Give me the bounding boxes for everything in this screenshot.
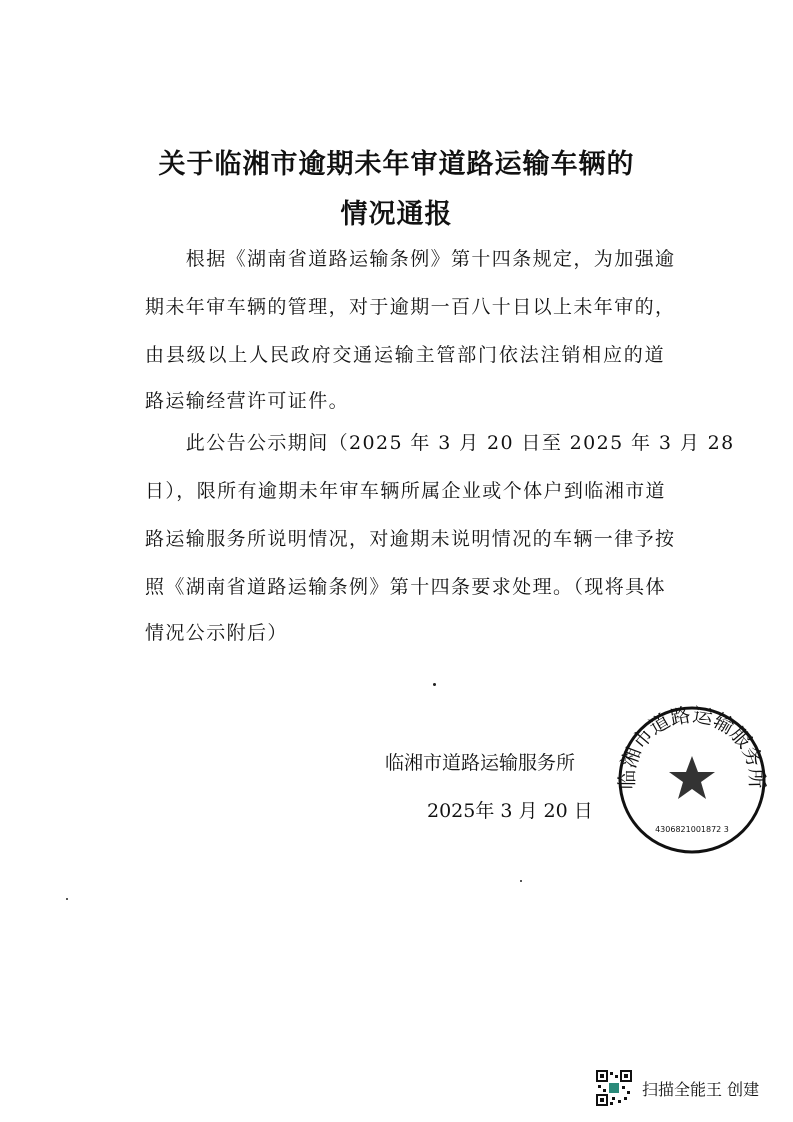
paragraph-line: 日），限所有逾期未年审车辆所属企业或个体户到临湘市道 xyxy=(145,480,666,502)
scan-speck xyxy=(433,683,436,686)
seal-code: 4306821001872 3 xyxy=(655,825,729,834)
scanner-watermark xyxy=(596,1070,759,1106)
paragraph-line: 情况公示附后） xyxy=(145,622,288,644)
paragraph-line: 根据《湖南省道路运输条例》第十四条规定，为加强逾 xyxy=(145,248,676,270)
document-title-line-1: 关于临湘市逾期未年审道路运输车辆的 xyxy=(158,149,635,180)
scan-speck xyxy=(66,898,68,900)
signature-date: 2025年 3 月 20 日 xyxy=(427,800,593,822)
paragraph-line: 照《湖南省道路运输条例》第十四条要求处理。（现将具体 xyxy=(145,576,666,598)
paragraph-line: 路运输经营许可证件。 xyxy=(145,390,350,412)
official-seal xyxy=(612,700,772,860)
document-title-line-2: 情况通报 xyxy=(340,199,453,230)
scan-speck xyxy=(520,880,522,882)
seal-text: 临湘市道路运输服务所 xyxy=(614,702,770,790)
paragraph-line: 期未年审车辆的管理，对于逾期一百八十日以上未年审的， xyxy=(145,296,676,318)
paragraph-line: 此公告公示期间（2025 年 3 月 20 日至 2025 年 3 月 28 xyxy=(145,432,735,454)
paragraph-line: 由县级以上人民政府交通运输主管部门依法注销相应的道 xyxy=(145,344,665,366)
qr-code-icon xyxy=(596,1070,632,1106)
signature-org: 临湘市道路运输服务所 xyxy=(385,752,576,774)
paragraph-line: 路运输服务所说明情况，对逾期未说明情况的车辆一律予按 xyxy=(145,528,676,550)
watermark-label: 扫描全能王 创建 xyxy=(642,1079,760,1099)
star-icon xyxy=(669,756,715,799)
